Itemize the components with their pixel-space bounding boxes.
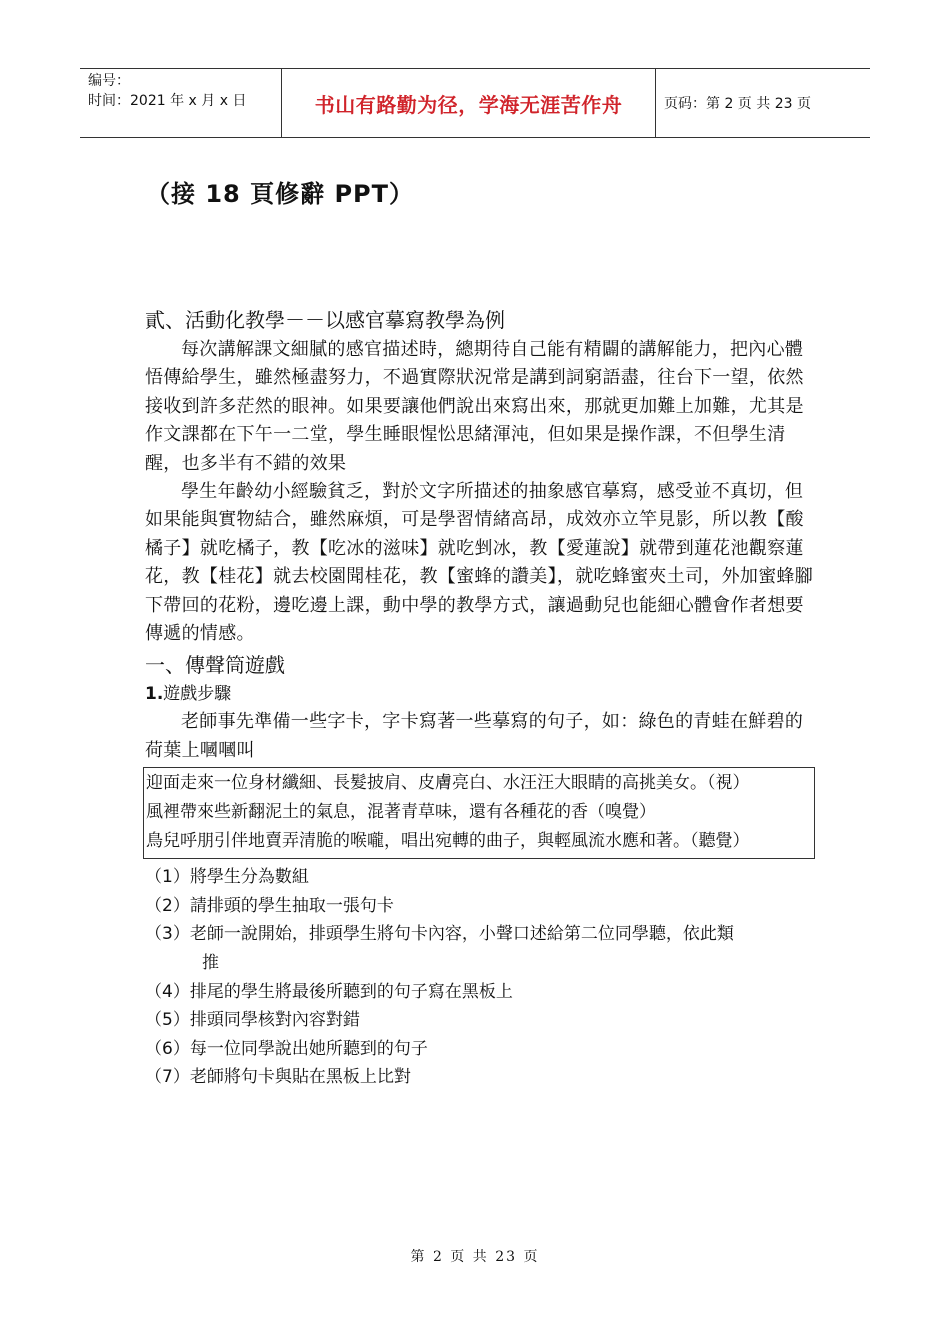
step-number: 1. xyxy=(145,684,164,705)
paragraph-1: 每次講解課文細膩的感官描述時，總期待自己能有精闢的講解能力，把內心體悟傳給學生，雖然極盡努力，不過實際狀況常是講到詞窮語盡，往台下一望，依然接收到許多茫然的眼神。如果要讓他們說出來寫出來，那就更加難上加難，尤其是作文課都在下午一二堂，學生睡眼惺忪思緒渾沌，但如果是操作課，不但學生清醒，也多半有不錯的效果 xyxy=(145,339,804,474)
paragraph-2: 學生年齡幼小經驗貧乏，對於文字所描述的抽象感官摹寫，感受並不真切，但如果能與實物結合，雖然麻煩，可是學習情緒高昂，成效亦立竿見影，所以教【酸橘子】就吃橘子，教【吃冰的滋味】就吃剉冰，教【愛蓮說】就帶到蓮花池觀察蓮花，教【桂花】就去校園聞桂花，教【蜜蜂的讚美】，就吃蜂蜜夾土司，外加蜜蜂腳下帶回的花粉，邊吃邊上課，動中學的教學方式，讓過動兒也能細心體會作者想要傳遞的情感。 xyxy=(145,481,814,645)
game-steps-list xyxy=(145,863,817,1092)
header-meta xyxy=(80,69,282,137)
doc-number-label: 编号： xyxy=(88,73,130,89)
page-footer: 第 2 页 共 23 页 xyxy=(410,1249,540,1265)
header-motto-cell xyxy=(282,69,656,137)
page-header xyxy=(80,68,870,138)
example-sentence-smell: 風裡帶來些新翻泥土的氣息，混著青草味，還有各種花的香（嗅覺） xyxy=(146,802,656,823)
list-item: （4）排尾的學生將最後所聽到的句子寫在黑板上 xyxy=(145,981,513,1002)
header-page-label: 页码：第 2 页 共 23 页 xyxy=(664,96,811,112)
document-body xyxy=(145,304,817,1092)
list-item: （6）每一位同學說出她所聽到的句子 xyxy=(145,1038,428,1059)
example-sentences-box xyxy=(143,767,815,859)
example-sentence-hearing: 鳥兒呼朋引伴地賣弄清脆的喉嚨，唱出宛轉的曲子，與輕風流水應和著。（聽覺） xyxy=(146,831,750,852)
list-item: （2）請排頭的學生抽取一張句卡 xyxy=(145,895,394,916)
list-item: （7）老師將句卡與貼在黑板上比對 xyxy=(145,1067,411,1088)
list-item: （3）老師一說開始，排頭學生將句卡內容，小聲口述給第二位同學聽，依此類 xyxy=(145,924,734,945)
step-title-text: 遊戲步驟 xyxy=(163,684,232,705)
doc-date-label: 时间：2021 年 x 月 x 日 xyxy=(88,93,247,109)
list-item: （5）排頭同學核對內容對錯 xyxy=(145,1010,360,1031)
section-heading: 貳、活動化教學－－以感官摹寫教學為例 xyxy=(145,308,505,332)
game-steps-title xyxy=(145,680,817,708)
game-intro: 老師事先準備一些字卡，字卡寫著一些摹寫的句子，如：綠色的青蛙在鮮碧的荷葉上嘓嘓叫 xyxy=(145,711,804,761)
game-heading: 一、傳聲筒遊戲 xyxy=(145,653,285,678)
header-page-cell xyxy=(656,69,870,137)
list-item: （1）將學生分為數組 xyxy=(145,867,309,888)
doc-title: （接 18 頁修辭 PPT） xyxy=(146,180,415,208)
list-item-continuation: 推 xyxy=(202,953,219,974)
header-motto: 书山有路勤为径，学海无涯苦作舟 xyxy=(314,92,623,117)
example-sentence-sight: 迎面走來一位身材纖細、長髮披肩、皮膚亮白、水汪汪大眼睛的高挑美女。（視） xyxy=(146,773,750,794)
